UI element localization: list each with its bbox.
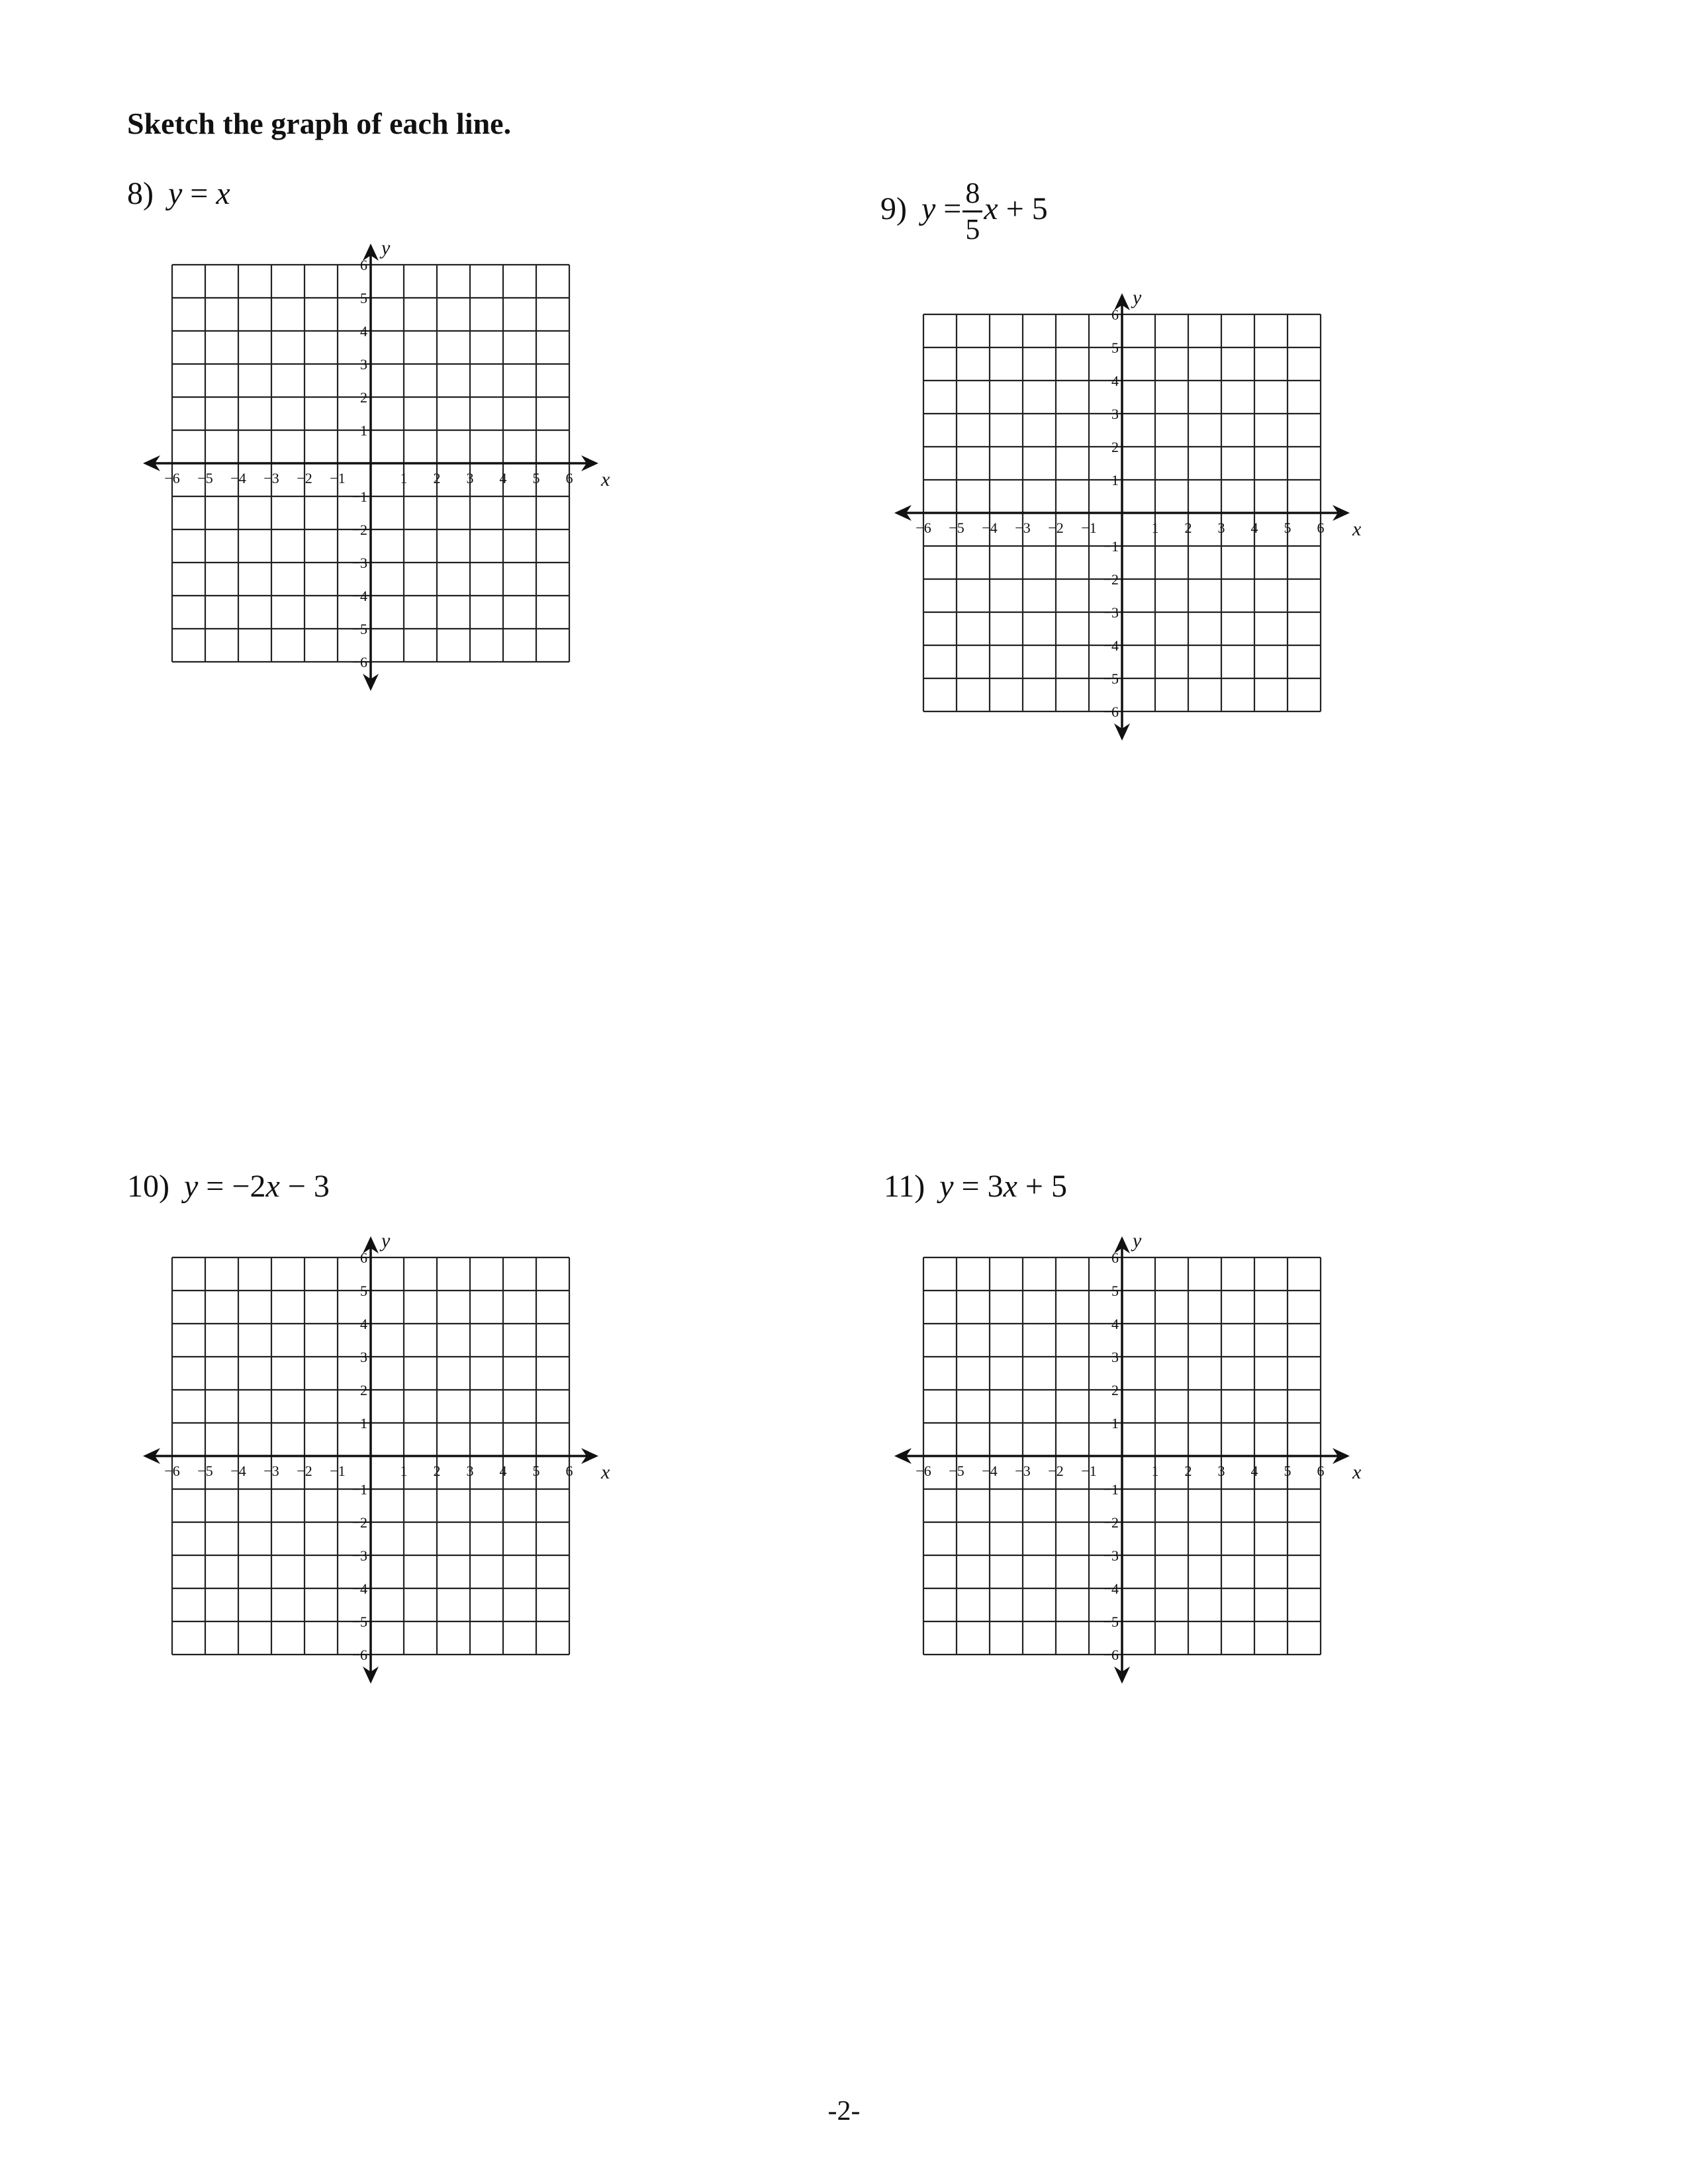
x-tick-label: 1 [400,470,408,486]
y-tick-label: 4 [1111,1316,1119,1332]
y-tick-label: −1 [1103,1481,1119,1498]
x-tick-label: 3 [466,470,474,486]
x-tick-label: −5 [949,520,964,536]
y-tick-label: −5 [1103,1614,1119,1630]
x-axis-label: x [601,469,610,490]
y-tick-label: −4 [1103,1580,1119,1597]
y-tick-label: −4 [352,588,367,604]
y-tick-label: −6 [352,654,367,670]
y-tick-label: −4 [352,1580,367,1597]
x-tick-label: 2 [433,470,441,486]
x-tick-label: 5 [532,470,540,486]
y-tick-label: −1 [352,1481,367,1498]
y-tick-label: 1 [360,422,367,439]
y-tick-label: −2 [1103,571,1119,588]
problem-9 [880,179,1048,244]
y-tick-label: −4 [1103,637,1119,654]
x-tick-label: 3 [1217,520,1225,536]
x-tick-label: 2 [433,1463,441,1479]
x-tick-label: −1 [330,1463,346,1479]
x-tick-label: −2 [297,470,312,486]
page-number: -2- [827,2096,861,2126]
y-tick-label: 3 [360,356,367,373]
y-axis-label: y [1133,1230,1142,1251]
x-tick-label: −6 [164,1463,180,1479]
x-tick-label: 3 [466,1463,474,1479]
y-tick-label: −6 [1103,704,1119,720]
y-tick-label: −3 [352,555,367,571]
y-tick-label: 2 [1111,439,1119,455]
y-tick-label: −5 [1103,670,1119,687]
x-tick-label: 1 [1151,520,1159,536]
y-tick-label: −1 [352,488,367,505]
problem-number: 11) [884,1169,925,1204]
y-tick-label: 1 [360,1415,367,1432]
x-tick-label: 5 [532,1463,540,1479]
y-tick-label: 3 [1111,406,1119,422]
y-tick-label: −3 [1103,1547,1119,1564]
y-tick-label: −2 [1103,1514,1119,1531]
x-axis-label: x [601,1461,610,1483]
x-tick-label: −5 [197,1463,213,1479]
y-tick-label: −2 [352,1514,367,1531]
x-tick-label: −6 [915,520,931,536]
y-tick-label: −6 [352,1647,367,1663]
y-axis-label: y [1133,287,1142,308]
x-tick-label: 3 [1217,1463,1225,1479]
y-tick-label: −1 [1103,538,1119,555]
x-tick-label: −3 [263,1463,279,1479]
y-tick-label: 1 [1111,1415,1119,1432]
coordinate-plane-10[interactable] [132,1218,609,1694]
x-tick-label: 1 [400,1463,408,1479]
x-tick-label: −3 [1015,1463,1031,1479]
y-tick-label: −3 [1103,604,1119,621]
x-tick-label: −4 [230,1463,246,1479]
x-tick-label: 4 [1250,1463,1258,1479]
y-tick-label: 4 [360,1316,367,1332]
y-axis-label: y [381,1230,391,1251]
y-tick-label: 4 [360,323,367,340]
x-tick-label: 2 [1184,1463,1192,1479]
coordinate-plane-8[interactable] [132,225,609,702]
x-tick-label: −1 [1081,520,1097,536]
y-tick-label: 5 [360,290,367,306]
problem-number: 10) [127,1169,169,1204]
y-tick-label: 3 [360,1349,367,1365]
coordinate-plane-9[interactable] [884,275,1360,751]
problem-10 [127,1168,330,1205]
x-tick-label: −4 [982,520,998,536]
y-tick-label: 1 [1111,472,1119,488]
x-tick-label: −6 [164,470,180,486]
y-tick-label: 6 [360,257,367,273]
equation: y = 3x + 5 [939,1169,1067,1204]
x-tick-label: −4 [982,1463,998,1479]
y-tick-label: −6 [1103,1647,1119,1663]
y-tick-label: −5 [352,1614,367,1630]
equation: y = −2x − 3 [183,1169,330,1204]
problem-8 [127,175,230,212]
x-tick-label: 4 [1250,520,1258,536]
x-tick-label: −3 [1015,520,1031,536]
x-tick-label: 6 [565,470,573,486]
y-tick-label: 3 [1111,1349,1119,1365]
x-axis-label: x [1352,1461,1362,1483]
y-tick-label: −2 [352,522,367,538]
y-tick-label: 2 [1111,1382,1119,1398]
x-tick-label: 4 [499,1463,507,1479]
y-axis-label: y [381,237,391,259]
x-tick-label: −5 [197,470,213,486]
x-tick-label: −5 [949,1463,964,1479]
y-tick-label: 5 [1111,1283,1119,1299]
problem-11 [884,1168,1067,1205]
x-axis-label: x [1352,518,1362,540]
equation: y = $\frac{8}{5}$ x + 5 [921,177,1048,246]
equation: y = x [167,176,230,211]
x-tick-label: 5 [1284,520,1291,536]
y-tick-label: 5 [1111,340,1119,356]
x-tick-label: −2 [1048,1463,1064,1479]
fraction: $\frac{8}{5}$ [962,179,982,244]
x-tick-label: −1 [1081,1463,1097,1479]
x-tick-label: −2 [1048,520,1064,536]
instructions: Sketch the graph of each line. [127,107,512,140]
x-tick-label: −1 [330,470,346,486]
y-tick-label: 2 [360,1382,367,1398]
y-tick-label: 6 [360,1250,367,1266]
y-tick-label: 6 [1111,306,1119,323]
x-tick-label: −2 [297,1463,312,1479]
x-tick-label: 4 [499,470,507,486]
y-tick-label: 4 [1111,373,1119,389]
x-tick-label: 6 [1317,520,1325,536]
y-tick-label: −3 [352,1547,367,1564]
problem-number: 9) [880,191,907,226]
y-tick-label: 6 [1111,1250,1119,1266]
x-tick-label: −6 [915,1463,931,1479]
x-tick-label: 1 [1151,1463,1159,1479]
problem-number: 8) [127,176,154,211]
x-tick-label: −4 [230,470,246,486]
x-tick-label: −3 [263,470,279,486]
coordinate-plane-11[interactable] [884,1218,1360,1694]
x-tick-label: 6 [1317,1463,1325,1479]
y-tick-label: 2 [360,389,367,406]
y-tick-label: 5 [360,1283,367,1299]
x-tick-label: 5 [1284,1463,1291,1479]
x-tick-label: 2 [1184,520,1192,536]
y-tick-label: −5 [352,621,367,637]
x-tick-label: 6 [565,1463,573,1479]
